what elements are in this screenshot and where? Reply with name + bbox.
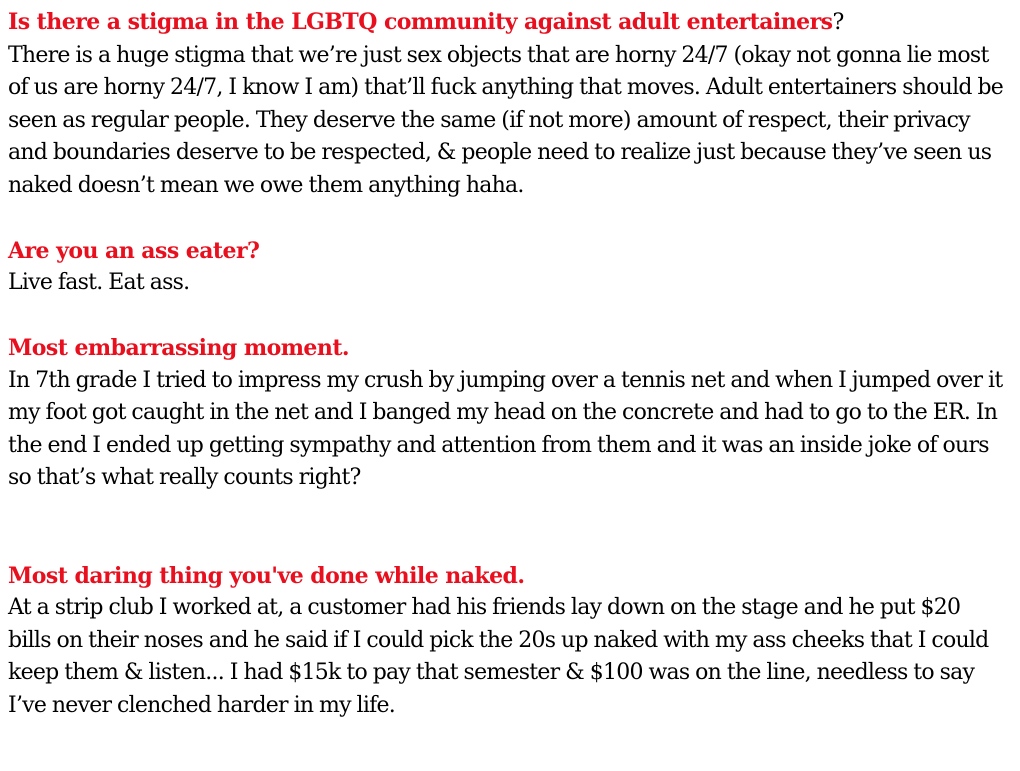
qa-section-stigma <box>8 6 1008 202</box>
question-heading <box>8 6 1008 40</box>
qa-section-daring-naked <box>8 560 1008 723</box>
qa-section-ass-eater <box>8 235 1008 300</box>
answer-text: Live fast. Eat ass. <box>8 270 190 295</box>
answer-text: There is a huge stigma that we’re just sex objects that are horny 24/7 (okay not gonna lie most of us are horny 24/7, I know I am) that’ll fuck anything that moves. Adult entertainers should be seen as regular people. They deserve the same (if not more) amount of respect, their privacy and boundaries deserve to be respected, & people need to realize just because they’ve seen us naked doesn’t mean we owe them anything haha. <box>8 42 1004 198</box>
qa-section-embarrassing-moment <box>8 332 1008 495</box>
question-heading: Most daring thing you've done while naked. <box>8 562 525 589</box>
section-spacer <box>8 300 1008 333</box>
section-spacer <box>8 495 1008 560</box>
question-heading: Most embarrassing moment. <box>8 335 350 361</box>
question-text: Is there a stigma in the LGBTQ community against adult entertainers <box>8 9 833 35</box>
answer-text: In 7th grade I tried to impress my crush by jumping over a tennis net and when I jumped over it my foot got caught in the net and I banged my head on the concrete and had to go to the ER. In the end I ended up getting sympathy and attention from them and it was an inside joke of ours so that’s what really counts right? <box>8 367 1003 490</box>
question-heading: Are you an ass eater? <box>8 237 260 264</box>
document-page <box>8 6 1008 722</box>
answer-text: At a strip club I worked at, a customer had his friends lay down on the stage and he put $20 bills on their noses and he said if I could pick the 20s up naked with my ass cheeks that I could keep them & listen... I had $15k to pay that semester & $100 was on the line, needless to say I’ve never clenched harder in my life. <box>8 595 989 718</box>
question-mark: ? <box>832 10 844 35</box>
section-spacer <box>8 202 1008 235</box>
